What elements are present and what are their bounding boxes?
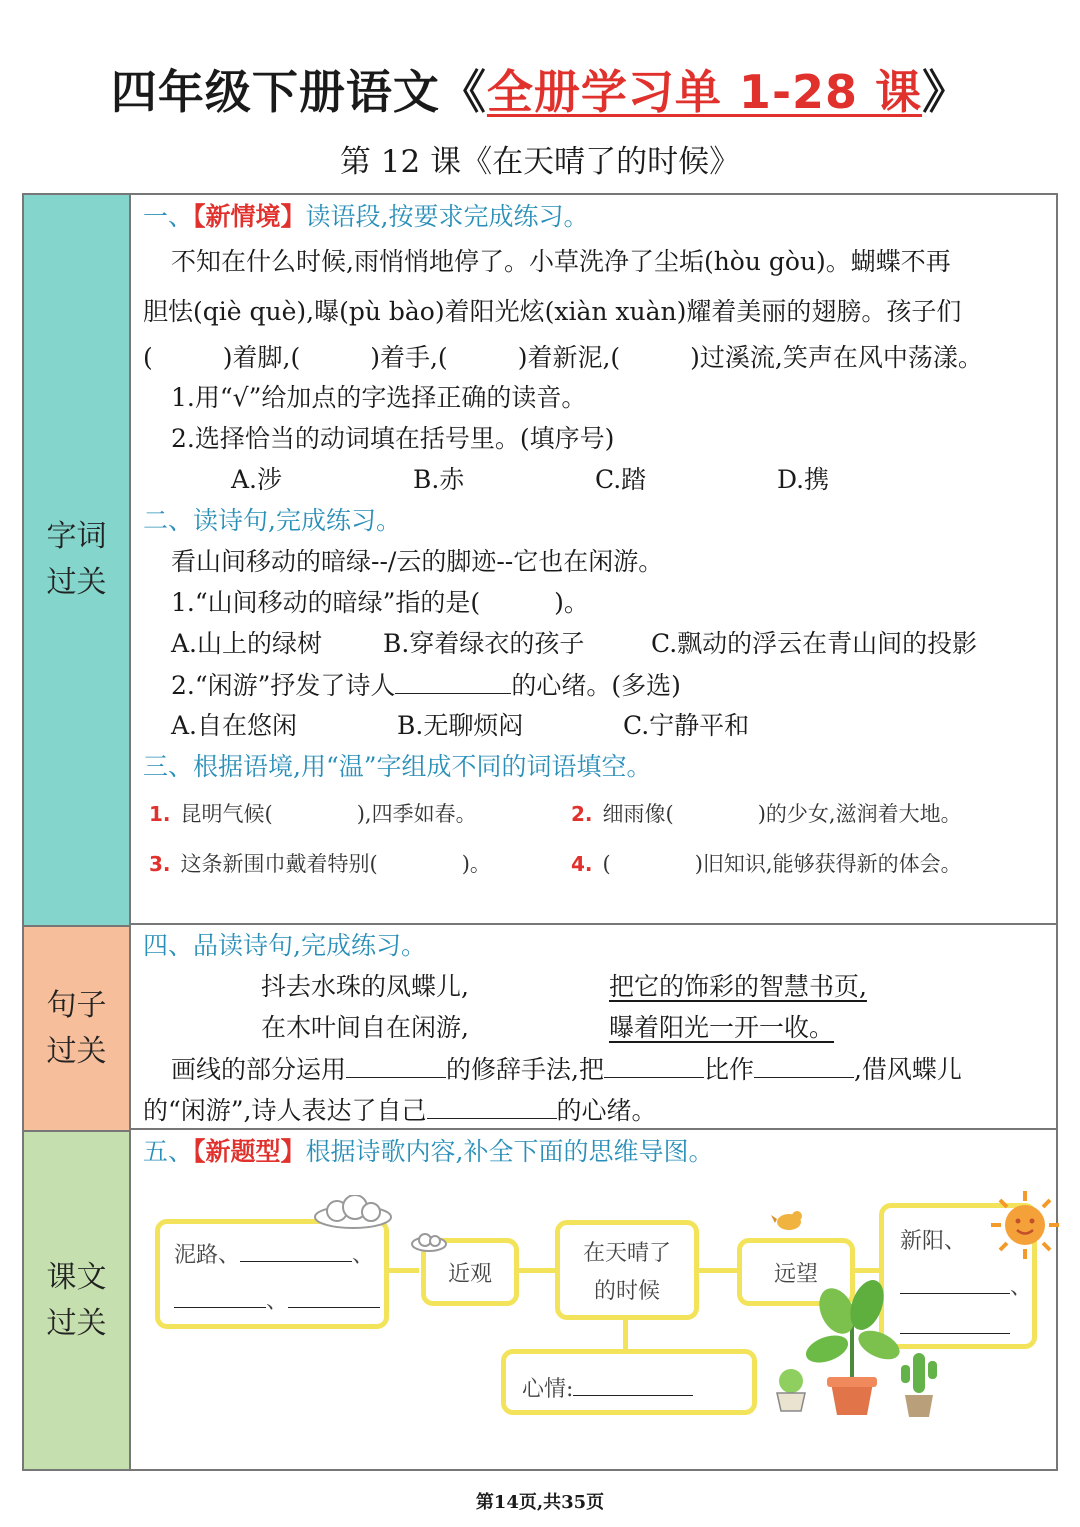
connector bbox=[519, 1268, 559, 1273]
connector bbox=[389, 1268, 419, 1273]
mindmap-box-mood bbox=[501, 1349, 757, 1415]
question-1: 1.用“√”给加点的字选择正确的读音。 bbox=[171, 383, 587, 412]
fill-item: 1. 昆明气候( ),四季如春。 bbox=[149, 802, 477, 826]
mindmap-text: 新阳、 bbox=[900, 1229, 967, 1254]
question: 的“闲游”,诗人表达了自己 的心绪。 bbox=[143, 1093, 1046, 1128]
mindmap-text: 心情: bbox=[522, 1370, 693, 1403]
side-label-text: 课文 过关 bbox=[46, 1259, 107, 1341]
question-1: 1.“山间移动的暗绿”指的是( )。 bbox=[171, 588, 589, 617]
paragraph-line-blanks: ( )着脚,( )着手,( )着新泥,( )过溪流,笑声在风中荡漾。 bbox=[143, 343, 983, 372]
poem-line-underlined: 把它的饰彩的智慧书页, bbox=[609, 972, 867, 1001]
question-2: 2.选择恰当的动词填在括号里。(填序号) bbox=[171, 424, 615, 453]
side-label-sentences bbox=[24, 925, 131, 1130]
lesson-title: 第 12 课《在天晴了的时候》 bbox=[339, 144, 741, 180]
side-label-text: 字词 过关 bbox=[46, 519, 107, 600]
poem-line-underlined: 曝着阳光一开一收。 bbox=[609, 1013, 835, 1042]
mindmap-text: 、 bbox=[900, 1268, 1032, 1301]
side-label-text: 句子 过关 bbox=[46, 987, 107, 1069]
section-3-heading: 三、根据语境,用“温”字组成不同的词语填空。 bbox=[143, 752, 652, 781]
side-label-text-passage bbox=[24, 1130, 131, 1469]
option: A.涉 bbox=[231, 465, 283, 494]
option: C.宁静平和 bbox=[623, 711, 750, 740]
option: A.自在悠闲 bbox=[171, 711, 298, 740]
option: C.踏 bbox=[595, 465, 647, 494]
worksheet-table bbox=[22, 193, 1058, 1471]
fill-item: 3. 这条新围巾戴着特别( )。 bbox=[149, 852, 491, 876]
sun-icon bbox=[987, 1187, 1063, 1263]
poem-line: 看山间移动的暗绿--/云的脚迹--它也在闲游。 bbox=[171, 547, 664, 576]
cloud-icon bbox=[409, 1231, 449, 1253]
cactus-icon bbox=[897, 1345, 941, 1421]
option: D.携 bbox=[777, 465, 830, 494]
option: B.无聊烦闷 bbox=[397, 711, 524, 740]
option: A.山上的绿树 bbox=[171, 629, 323, 658]
mindmap-box-center bbox=[555, 1220, 699, 1320]
page-number: 第14页,共35页 bbox=[475, 1492, 605, 1513]
cloud-icon bbox=[311, 1195, 395, 1231]
section-5-heading: 五、【新题型】根据诗歌内容,补全下面的思维导图。 bbox=[143, 1137, 714, 1166]
mindmap-text: 在天晴了 bbox=[582, 1241, 671, 1266]
poem-line: 抖去水珠的凤蝶儿, bbox=[261, 972, 469, 1001]
question-2: 2.“闲游”抒发了诗人 的心绪。(多选) bbox=[171, 668, 1046, 703]
side-label-words bbox=[24, 195, 131, 925]
plant-pot-icon bbox=[771, 1365, 811, 1415]
paragraph-line: 胆怯(qiè què),曝(pù bào)着阳光炫(xiàn xuàn)耀着美丽的翅膀。孩子们 bbox=[143, 297, 962, 326]
section-1-heading: 一、【新情境】读语段,按要求完成练习。 bbox=[143, 202, 589, 231]
mindmap-text bbox=[900, 1308, 1010, 1340]
mindmap-box-far: 远望 bbox=[737, 1238, 855, 1306]
fill-item: 4. ( )旧知识,能够获得新的体会。 bbox=[571, 852, 962, 876]
mindmap-box-near: 近观 bbox=[421, 1238, 519, 1306]
fill-item: 2. 细雨像( )的少女,滋润着大地。 bbox=[571, 802, 962, 826]
option: B.赤 bbox=[413, 465, 465, 494]
page-title: 四年级下册语文《全册学习单 1-28 课》 bbox=[110, 65, 970, 119]
question: 画线的部分运用 的修辞手法,把 比作 ,借风蝶儿 bbox=[171, 1052, 1046, 1087]
connector bbox=[623, 1317, 628, 1351]
content-area bbox=[131, 195, 1056, 1469]
section-2-heading: 二、读诗句,完成练习。 bbox=[143, 506, 401, 535]
potted-plant-icon bbox=[797, 1275, 907, 1425]
connector bbox=[697, 1268, 737, 1273]
poem-line: 在木叶间自在闲游, bbox=[261, 1013, 469, 1042]
option: C.飘动的浮云在青山间的投影 bbox=[651, 629, 978, 658]
mindmap-text: 的时候 bbox=[593, 1279, 660, 1304]
section-4-heading: 四、品读诗句,完成练习。 bbox=[143, 931, 426, 960]
bird-icon bbox=[771, 1205, 807, 1235]
mindmap-box-near-details bbox=[155, 1219, 389, 1329]
mindmap-text: 、 bbox=[174, 1282, 380, 1315]
mindmap-text: 泥路、 、 bbox=[174, 1236, 374, 1269]
option: B.穿着绿衣的孩子 bbox=[383, 629, 585, 658]
paragraph-line: 不知在什么时候,雨悄悄地停了。小草洗净了尘垢(hòu gòu)。蝴蝶不再 bbox=[171, 247, 951, 276]
